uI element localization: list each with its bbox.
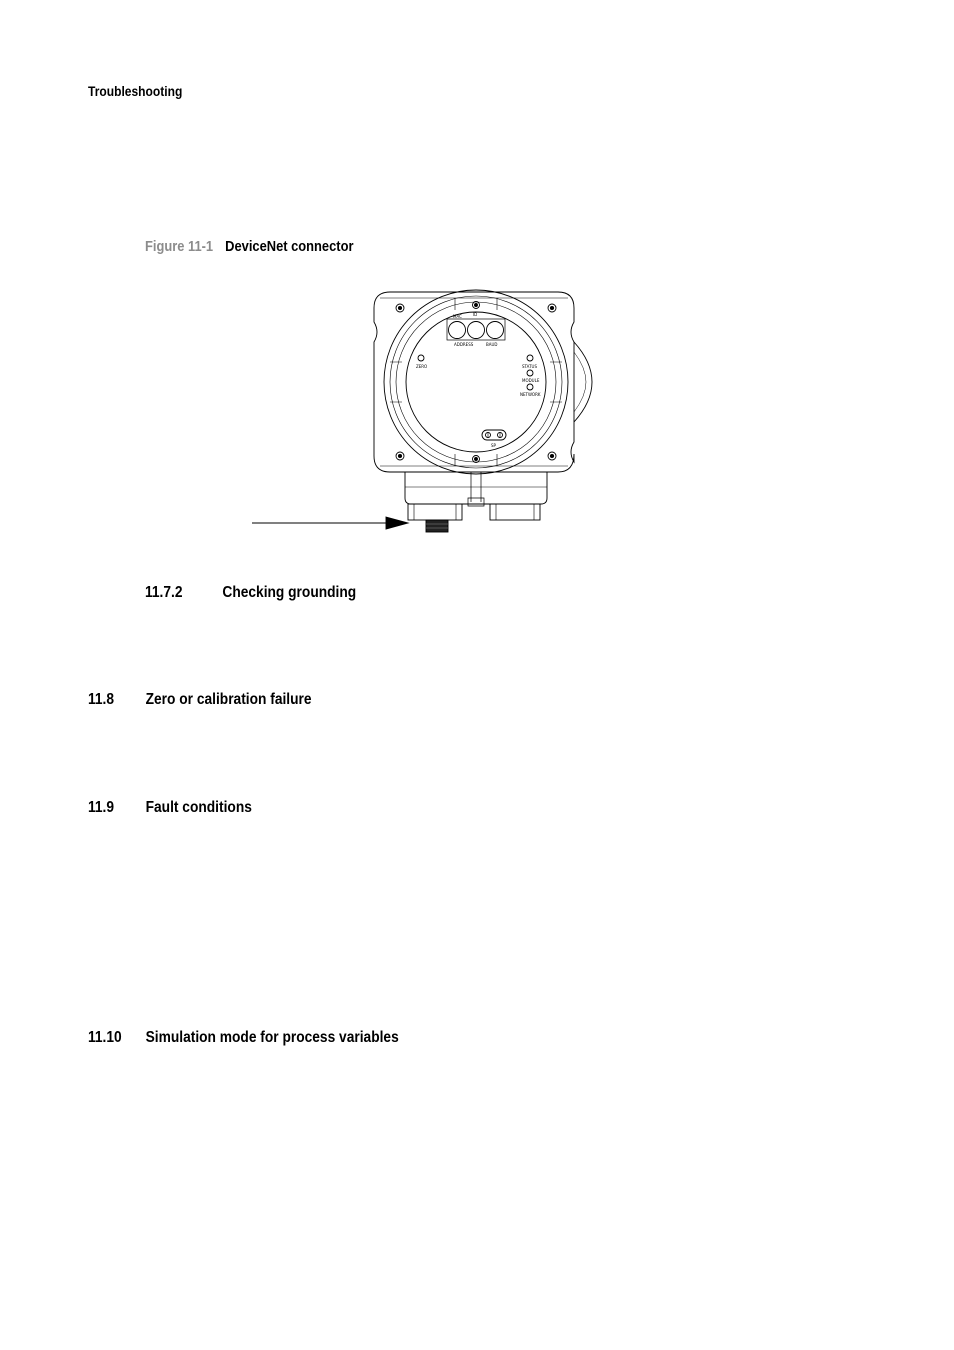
section-number: 11.9 [88, 799, 115, 816]
simulate-switch [482, 430, 506, 440]
status-led-icon [527, 355, 533, 361]
label-baud: BAUD [486, 342, 498, 347]
lower-body [405, 472, 547, 504]
section-number: 11.10 [88, 1029, 122, 1046]
section-number: 11.7.2 [145, 584, 183, 601]
section-heading-11-10 [88, 1029, 399, 1047]
label-sp: SP [491, 443, 496, 448]
label-id: ID [473, 312, 478, 317]
section-heading-11-8 [88, 691, 312, 709]
pointer-arrow [252, 517, 408, 529]
module-led-icon [527, 370, 533, 376]
section-title: Fault conditions [145, 799, 252, 816]
figure-title: DeviceNet connector [225, 238, 354, 255]
zero-led-icon [418, 355, 424, 361]
label-status: STATUS [522, 364, 538, 369]
section-title: Zero or calibration failure [145, 691, 312, 708]
label-network: NETWORK [520, 392, 541, 397]
conduit-port [490, 504, 540, 520]
running-header: Troubleshooting [88, 83, 183, 99]
section-heading-11-7-2 [145, 584, 356, 602]
network-led-icon [527, 384, 533, 390]
label-zero: ZERO [416, 364, 428, 369]
figure-caption [145, 238, 353, 255]
section-heading-11-9 [88, 799, 252, 817]
label-address: ADDRESS [454, 342, 474, 347]
section-title: Simulation mode for process variables [145, 1029, 399, 1046]
rotary-switches [447, 319, 505, 340]
outer-ring [384, 290, 568, 474]
figure-number: Figure 11-1 [145, 238, 214, 255]
side-boss [574, 342, 592, 422]
label-module: MODULE [522, 378, 540, 383]
devicenet-connector-illustration [240, 282, 620, 542]
section-number: 11.8 [88, 691, 115, 708]
section-title: Checking grounding [222, 584, 357, 601]
label-mac: MAC [453, 314, 462, 319]
devicenet-port [408, 504, 462, 532]
